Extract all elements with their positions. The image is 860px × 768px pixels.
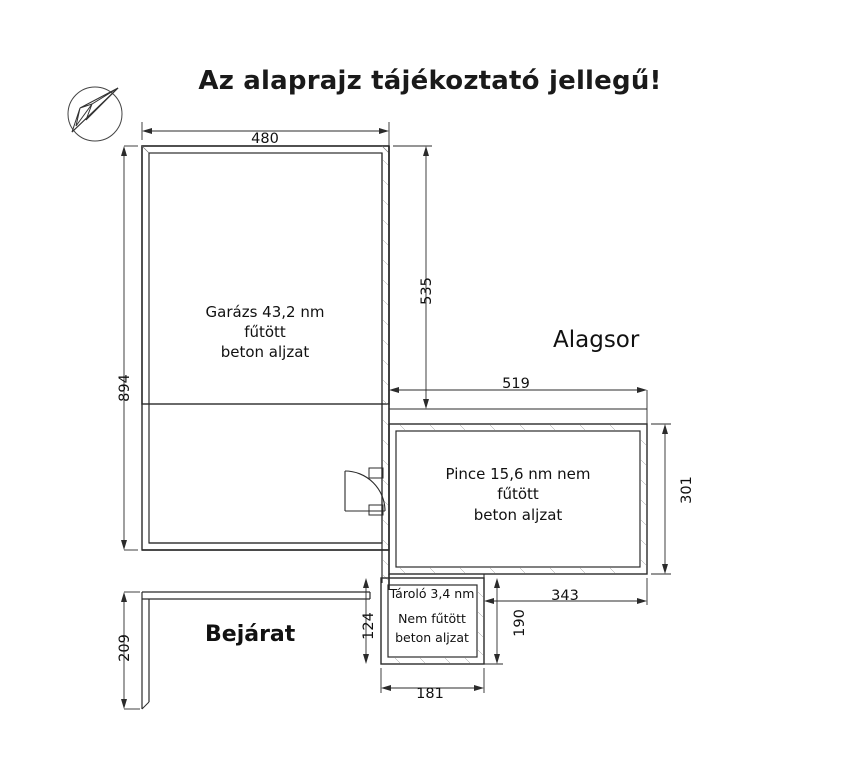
dimension-343: 343 [551,588,579,604]
dimension-209: 209 [116,634,133,662]
room-garage-floor: beton aljzat [220,343,310,361]
room-cellar-name: Pince 15,6 nm nem [445,465,591,483]
door-swing-icon [345,468,385,515]
dimension-301: 301 [678,476,695,504]
room-storage-name: Tároló 3,4 nm [389,586,475,601]
dimension-894: 894 [116,374,133,402]
dimension-535: 535 [418,277,435,305]
dimension-480: 480 [251,131,279,147]
dimension-181: 181 [416,686,444,702]
page-title: Az alaprajz tájékoztató jellegű! [198,66,662,96]
room-garage-name: Garázs 43,2 nm [205,303,325,321]
dimension-124: 124 [360,612,377,640]
compass-icon [68,87,122,141]
room-cellar-heating: fűtött [497,485,539,503]
entrance-label: Bejárat [205,622,296,647]
room-garage-heating: fűtött [244,323,286,341]
dimension-519: 519 [502,376,530,392]
room-storage-heating: Nem fűtött [398,611,466,626]
dimension-190: 190 [511,609,528,637]
level-label-alagsor: Alagsor [553,327,640,353]
room-cellar-floor: beton aljzat [473,506,563,524]
room-storage-floor: beton aljzat [395,630,469,645]
